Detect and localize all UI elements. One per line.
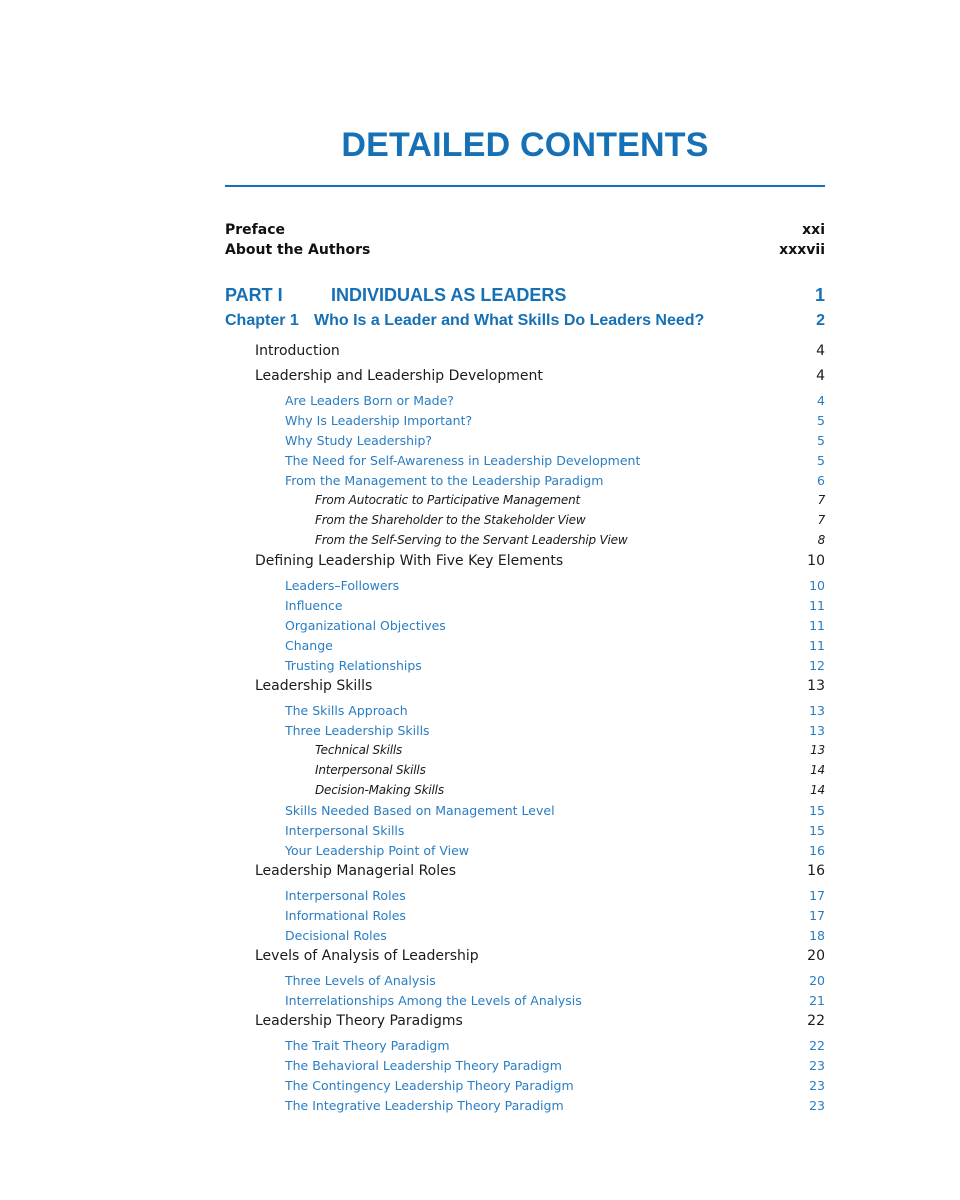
toc-section[interactable]: [225, 343, 825, 368]
toc-entry-label: The Integrative Leadership Theory Paradigm: [285, 1098, 564, 1113]
toc-section[interactable]: [225, 553, 825, 578]
toc-entry-label: Skills Needed Based on Management Level: [285, 803, 555, 818]
toc-subsubsection[interactable]: [225, 783, 825, 803]
toc-page-number: 4: [816, 368, 825, 384]
toc-entry-label: Why Is Leadership Important?: [285, 413, 473, 428]
toc-front-matter-item[interactable]: [225, 242, 825, 262]
toc-entry-label: Introduction: [255, 343, 340, 359]
toc-page-number: xxi: [802, 222, 825, 238]
toc-entry-label: Three Levels of Analysis: [285, 973, 436, 988]
toc-page-number: 16: [807, 863, 825, 879]
toc-page-number: 17: [809, 908, 825, 923]
toc-page-number: 20: [809, 973, 825, 988]
toc-entry-label: Leadership Theory Paradigms: [255, 1013, 463, 1029]
toc-page-number: 13: [807, 678, 825, 694]
toc-subsection[interactable]: [225, 993, 825, 1013]
toc-entry-label: Interpersonal Skills: [285, 823, 405, 838]
toc-entry-label: About the Authors: [225, 242, 371, 258]
toc-page-number: 17: [809, 888, 825, 903]
toc-entry-label: Technical Skills: [315, 743, 403, 757]
toc-front-matter-item[interactable]: [225, 222, 825, 242]
toc-page-number: 16: [809, 843, 825, 858]
toc-subsection[interactable]: [225, 888, 825, 908]
toc-page-number: 22: [807, 1013, 825, 1029]
toc-page-number: 5: [817, 413, 825, 428]
toc-entry-label: The Skills Approach: [285, 703, 408, 718]
toc-entry-label: Change: [285, 638, 333, 653]
toc-entry-label: From the Shareholder to the Stakeholder View: [315, 513, 586, 527]
toc-section[interactable]: [225, 678, 825, 703]
toc-entry-label: Three Leadership Skills: [285, 723, 430, 738]
toc-subsection[interactable]: [225, 598, 825, 618]
toc-subsubsection[interactable]: [225, 513, 825, 533]
toc-subsection[interactable]: [225, 618, 825, 638]
toc-page-number: 13: [810, 743, 825, 757]
toc-entry-label: The Contingency Leadership Theory Paradigm: [285, 1078, 574, 1093]
toc-page-number: 7: [817, 513, 825, 527]
toc-page-number: 7: [817, 493, 825, 507]
toc-subsubsection[interactable]: [225, 743, 825, 763]
toc-entry-label: Defining Leadership With Five Key Elements: [255, 553, 564, 569]
toc-page-number: 12: [809, 658, 825, 673]
toc-page-number: 15: [809, 803, 825, 818]
toc-entry-label: Interrelationships Among the Levels of Analysis: [285, 993, 582, 1008]
toc-entry-label: From the Self-Serving to the Servant Leadership View: [315, 533, 628, 547]
toc-entry-label: The Trait Theory Paradigm: [285, 1038, 450, 1053]
toc-subsubsection[interactable]: [225, 533, 825, 553]
toc-page-number: xxxvii: [779, 242, 825, 258]
toc-chapter-heading[interactable]: [225, 312, 825, 339]
toc-part-heading[interactable]: [225, 285, 825, 312]
toc-entry-label: The Need for Self-Awareness in Leadership Development: [285, 453, 641, 468]
toc-entry-label: Why Study Leadership?: [285, 433, 433, 448]
toc-entries: [225, 343, 825, 1118]
toc-page-number: 5: [817, 433, 825, 448]
toc-subsection[interactable]: [225, 658, 825, 678]
toc-page-number: 15: [809, 823, 825, 838]
title-divider: [225, 185, 825, 187]
toc-entry-label: Leadership and Leadership Development: [255, 368, 543, 384]
toc-entry-label: Trusting Relationships: [285, 658, 422, 673]
toc-section[interactable]: [225, 368, 825, 393]
toc-subsection[interactable]: [225, 1058, 825, 1078]
toc-section[interactable]: [225, 1013, 825, 1038]
toc-subsection[interactable]: [225, 703, 825, 723]
toc-subsection[interactable]: [225, 928, 825, 948]
toc-subsection[interactable]: [225, 1098, 825, 1118]
part-number: PART I: [225, 285, 283, 305]
toc-entry-label: The Behavioral Leadership Theory Paradigm: [285, 1058, 562, 1073]
toc-entry-label: Interpersonal Roles: [285, 888, 406, 903]
toc-page-number: 6: [817, 473, 825, 488]
toc-subsection[interactable]: [225, 393, 825, 413]
part-title: INDIVIDUALS AS LEADERS: [331, 285, 567, 305]
toc-entry-label: Leadership Managerial Roles: [255, 863, 457, 879]
toc-entry-label: Preface: [225, 222, 285, 238]
toc-entry-label: Informational Roles: [285, 908, 406, 923]
table-of-contents: [225, 222, 825, 1118]
chapter-number: Chapter 1: [225, 312, 299, 329]
toc-page-number: 11: [809, 638, 825, 653]
toc-entry-label: Are Leaders Born or Made?: [285, 393, 454, 408]
toc-subsection[interactable]: [225, 413, 825, 433]
toc-page-number: 10: [809, 578, 825, 593]
toc-page-number: 10: [807, 553, 825, 569]
toc-subsection[interactable]: [225, 638, 825, 658]
toc-subsection[interactable]: [225, 433, 825, 453]
toc-page-number: 11: [809, 598, 825, 613]
toc-page-number: 23: [809, 1058, 825, 1073]
toc-page-number: 4: [817, 393, 825, 408]
toc-page-number: 5: [817, 453, 825, 468]
toc-entry-label: Decision-Making Skills: [315, 783, 444, 797]
toc-entry-label: From Autocratic to Participative Management: [315, 493, 580, 507]
toc-subsection[interactable]: [225, 823, 825, 843]
toc-entry-label: Decisional Roles: [285, 928, 387, 943]
toc-page-number: 2: [816, 312, 825, 329]
page-title: DETAILED CONTENTS: [341, 126, 709, 164]
toc-subsection[interactable]: [225, 1078, 825, 1098]
toc-subsection[interactable]: [225, 578, 825, 598]
toc-entry-label: From the Management to the Leadership Paradigm: [285, 473, 604, 488]
toc-entry-label: Organizational Objectives: [285, 618, 446, 633]
toc-subsubsection[interactable]: [225, 493, 825, 513]
toc-entry-label: Leadership Skills: [255, 678, 373, 694]
toc-entry-label: Leaders–Followers: [285, 578, 400, 593]
toc-entry-label: Your Leadership Point of View: [285, 843, 470, 858]
toc-page-number: 14: [810, 783, 825, 797]
toc-section[interactable]: [225, 863, 825, 888]
toc-page-number: 14: [810, 763, 825, 777]
toc-page-number: 4: [816, 343, 825, 359]
toc-page-number: 18: [809, 928, 825, 943]
toc-subsection[interactable]: [225, 843, 825, 863]
toc-page-number: 11: [809, 618, 825, 633]
toc-page-number: 13: [809, 723, 825, 738]
toc-subsection[interactable]: [225, 473, 825, 493]
toc-subsection[interactable]: [225, 973, 825, 993]
toc-subsection[interactable]: [225, 723, 825, 743]
toc-page-number: 13: [809, 703, 825, 718]
toc-entry-label: Influence: [285, 598, 343, 613]
toc-subsection[interactable]: [225, 453, 825, 473]
toc-page-number: 23: [809, 1098, 825, 1113]
toc-page-number: 21: [809, 993, 825, 1008]
toc-page-number: 8: [817, 533, 825, 547]
chapter-title: Who Is a Leader and What Skills Do Leaders Need?: [314, 312, 705, 329]
toc-page-number: 23: [809, 1078, 825, 1093]
toc-subsection[interactable]: [225, 1038, 825, 1058]
toc-page-number: 1: [814, 285, 825, 305]
toc-page-number: 20: [807, 948, 825, 964]
toc-entry-label: Interpersonal Skills: [315, 763, 426, 777]
toc-page-number: 22: [809, 1038, 825, 1053]
toc-subsection[interactable]: [225, 908, 825, 928]
toc-subsubsection[interactable]: [225, 763, 825, 783]
toc-subsection[interactable]: [225, 803, 825, 823]
toc-entry-label: Levels of Analysis of Leadership: [255, 948, 479, 964]
toc-section[interactable]: [225, 948, 825, 973]
